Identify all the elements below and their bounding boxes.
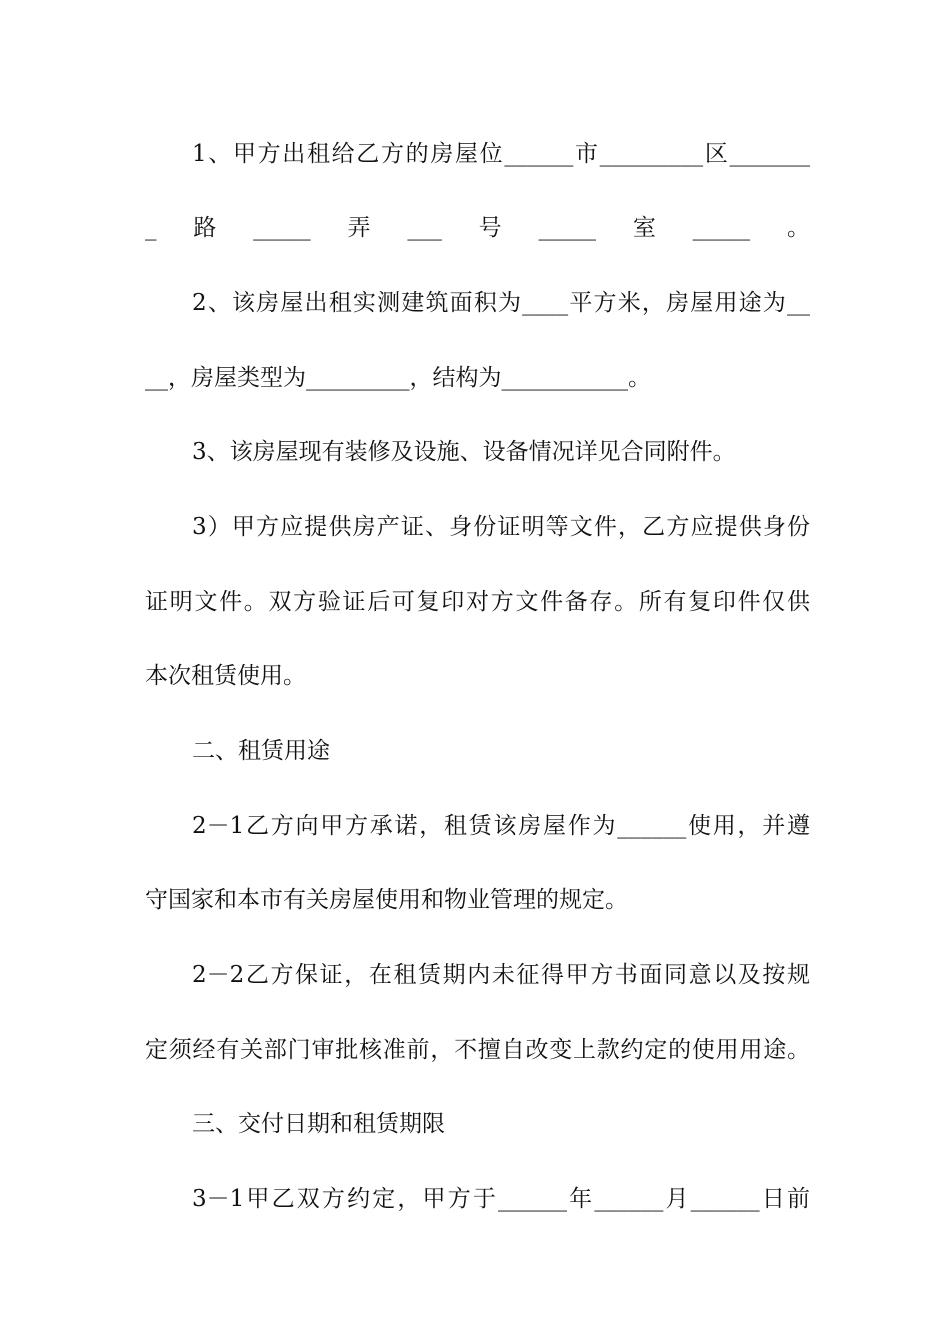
clause-1-line-1: 1、甲方出租给乙方的房屋位______市_________区_______ xyxy=(192,141,810,167)
section-heading-delivery-term: 三、交付日期和租赁期限 xyxy=(192,1111,445,1137)
clause-3-line-1: 3、该房屋现有装修及设施、设备情况详见合同附件。 xyxy=(192,439,736,465)
clause-2-1-line-2: 守国家和本市有关房屋使用和物业管理的规定。 xyxy=(145,887,628,913)
section-heading-lease-purpose: 二、租赁用途 xyxy=(192,738,330,764)
clause-3b-line-3: 本次租赁使用。 xyxy=(145,663,306,689)
clause-2-1-line-1: 2－1乙方向甲方承诺，租赁该房屋作为______使用，并遵 xyxy=(192,813,810,839)
clause-2-line-2: __，房屋类型为_________，结构为___________。 xyxy=(145,365,651,391)
clause-1-line-2: _路_____弄___号_____室_____。 xyxy=(145,215,810,241)
clause-2-2-line-2: 定须经有关部门审批核准前，不擅自改变上款约定的使用用途。 xyxy=(145,1037,810,1063)
clause-2-line-1: 2、该房屋出租实测建筑面积为____平方米，房屋用途为__ xyxy=(192,290,810,316)
clause-3-1-line-1: 3－1甲乙双方约定，甲方于______年______月______日前 xyxy=(192,1186,810,1212)
clause-2-2-line-1: 2－2乙方保证，在租赁期内未征得甲方书面同意以及按规 xyxy=(192,962,810,988)
clause-3b-line-1: 3）甲方应提供房产证、身份证明等文件，乙方应提供身份 xyxy=(192,514,810,540)
clause-3b-line-2: 证明文件。双方验证后可复印对方文件备存。所有复印件仅供 xyxy=(145,589,810,615)
